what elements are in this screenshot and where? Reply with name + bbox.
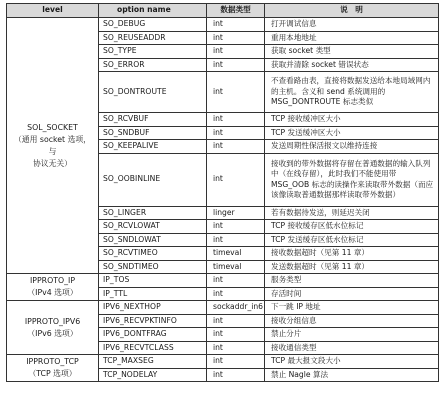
data-type-cell: int (207, 31, 265, 45)
level-cell (7, 18, 99, 274)
option-name-cell: TCP_MAXSEG (99, 355, 207, 369)
description-cell: 服务类型 (265, 274, 439, 288)
data-type-cell: timeval (207, 247, 265, 261)
data-type-cell: int (207, 328, 265, 342)
option-name-cell: SO_SNDLOWAT (99, 233, 207, 247)
level-text: IPPROTO_IPV6 (24, 316, 81, 326)
level-text: IPPROTO_IP (29, 276, 76, 285)
description-cell: TCP 接收缓存区低水位标记 (265, 220, 439, 234)
data-type-cell: int (207, 72, 265, 113)
option-name-cell: IP_TOS (99, 274, 207, 288)
description-cell: 存活时间 (265, 287, 439, 301)
option-name-cell: SO_RCVLOWAT (99, 220, 207, 234)
data-type-cell: int (207, 18, 265, 32)
data-type-cell: sockaddr_in6 (207, 301, 265, 315)
option-name-cell: IPV6_RECVTCLASS (99, 341, 207, 355)
table-row (7, 274, 439, 288)
description-cell: 接收数据超时（见第 11 章） (265, 247, 439, 261)
data-type-cell: linger (207, 206, 265, 220)
description-cell: 获取 socket 类型 (265, 45, 439, 59)
option-name-cell: SO_RCVTIMEO (99, 247, 207, 261)
data-type-cell: int (207, 45, 265, 59)
option-name-cell: IPV6_DONTFRAG (99, 328, 207, 342)
data-type-cell: int (207, 140, 265, 154)
data-type-cell: int (207, 274, 265, 288)
option-name-cell: SO_RCVBUF (99, 113, 207, 127)
description-cell: 打开调试信息 (265, 18, 439, 32)
data-type-cell: int (207, 153, 265, 206)
description-cell: TCP 发送缓冲区大小 (265, 126, 439, 140)
data-type-cell: int (207, 287, 265, 301)
header-level: level (7, 4, 99, 18)
data-type-cell: int (207, 355, 265, 369)
description-cell: 禁止分片 (265, 328, 439, 342)
data-type-cell: int (207, 113, 265, 127)
data-type-cell: int (207, 126, 265, 140)
description-cell: 不查看路由表，直接将数据发送给本地局域网内的主机。含义和 send 系统调用的 MSG_DONTROUTE 标志类似 (265, 72, 439, 113)
option-name-cell: SO_LINGER (99, 206, 207, 220)
description-cell: 接收通信类型 (265, 341, 439, 355)
data-type-cell: int (207, 341, 265, 355)
option-name-cell: SO_DONTROUTE (99, 72, 207, 113)
description-cell: 发送周期性保活报文以维持连接 (265, 140, 439, 154)
description-cell: 若有数据待发送，则延迟关闭 (265, 206, 439, 220)
description-cell: TCP 接收缓冲区大小 (265, 113, 439, 127)
table-row (7, 355, 439, 369)
level-text: SOL_SOCKET (27, 122, 78, 132)
level-cell (7, 301, 99, 355)
option-name-cell: TCP_NODELAY (99, 368, 207, 382)
data-type-cell: int (207, 368, 265, 382)
header-option-name: option name (99, 4, 207, 18)
level-cell (7, 274, 99, 301)
header-data-type: 数据类型 (207, 4, 265, 18)
option-name-cell: SO_ERROR (99, 58, 207, 72)
level-text: 协议无关） (33, 158, 72, 168)
option-name-cell: SO_SNDBUF (99, 126, 207, 140)
description-cell: TCP 最大报文段大小 (265, 355, 439, 369)
level-text: IPPROTO_TCP (26, 357, 79, 366)
description-cell: TCP 发送缓存区低水位标记 (265, 233, 439, 247)
level-text: （IPv6 选项） (27, 328, 78, 338)
level-text: （通用 socket 选项，与 (14, 134, 91, 156)
description-cell: 禁止 Nagle 算法 (265, 368, 439, 382)
description-cell: 接收分组信息 (265, 314, 439, 328)
description-cell: 接收到的带外数据将存留在普通数据的输入队列中（在线存留），此时我们不能使用带 MSG_OOB 标志的读操作来读取带外数据（而应该像读取普通数据那样读取带外数据） (265, 153, 439, 206)
option-name-cell: SO_TYPE (99, 45, 207, 59)
data-type-cell: int (207, 220, 265, 234)
table-row (7, 301, 439, 315)
option-name-cell: SO_KEEPALIVE (99, 140, 207, 154)
description-cell: 重用本地地址 (265, 31, 439, 45)
data-type-cell: int (207, 58, 265, 72)
data-type-cell: int (207, 314, 265, 328)
level-cell (7, 355, 99, 382)
socket-options-table (6, 3, 439, 382)
table-body (7, 18, 439, 382)
header-description: 说 明 (265, 4, 439, 18)
description-cell: 下一跳 IP 地址 (265, 301, 439, 315)
description-cell: 发送数据超时（见第 11 章） (265, 260, 439, 274)
option-name-cell: SO_OOBINLINE (99, 153, 207, 206)
data-type-cell: timeval (207, 260, 265, 274)
table-header-row (7, 4, 439, 18)
description-cell: 获取并清除 socket 错误状态 (265, 58, 439, 72)
level-text: （TCP 选项） (28, 369, 77, 378)
option-name-cell: IPV6_RECVPKTINFO (99, 314, 207, 328)
data-type-cell: int (207, 233, 265, 247)
option-name-cell: IP_TTL (99, 287, 207, 301)
table-row (7, 18, 439, 32)
option-name-cell: SO_DEBUG (99, 18, 207, 32)
option-name-cell: IPV6_NEXTHOP (99, 301, 207, 315)
option-name-cell: SO_REUSEADDR (99, 31, 207, 45)
level-text: （IPv4 选项） (27, 288, 78, 297)
option-name-cell: SO_SNDTIMEO (99, 260, 207, 274)
